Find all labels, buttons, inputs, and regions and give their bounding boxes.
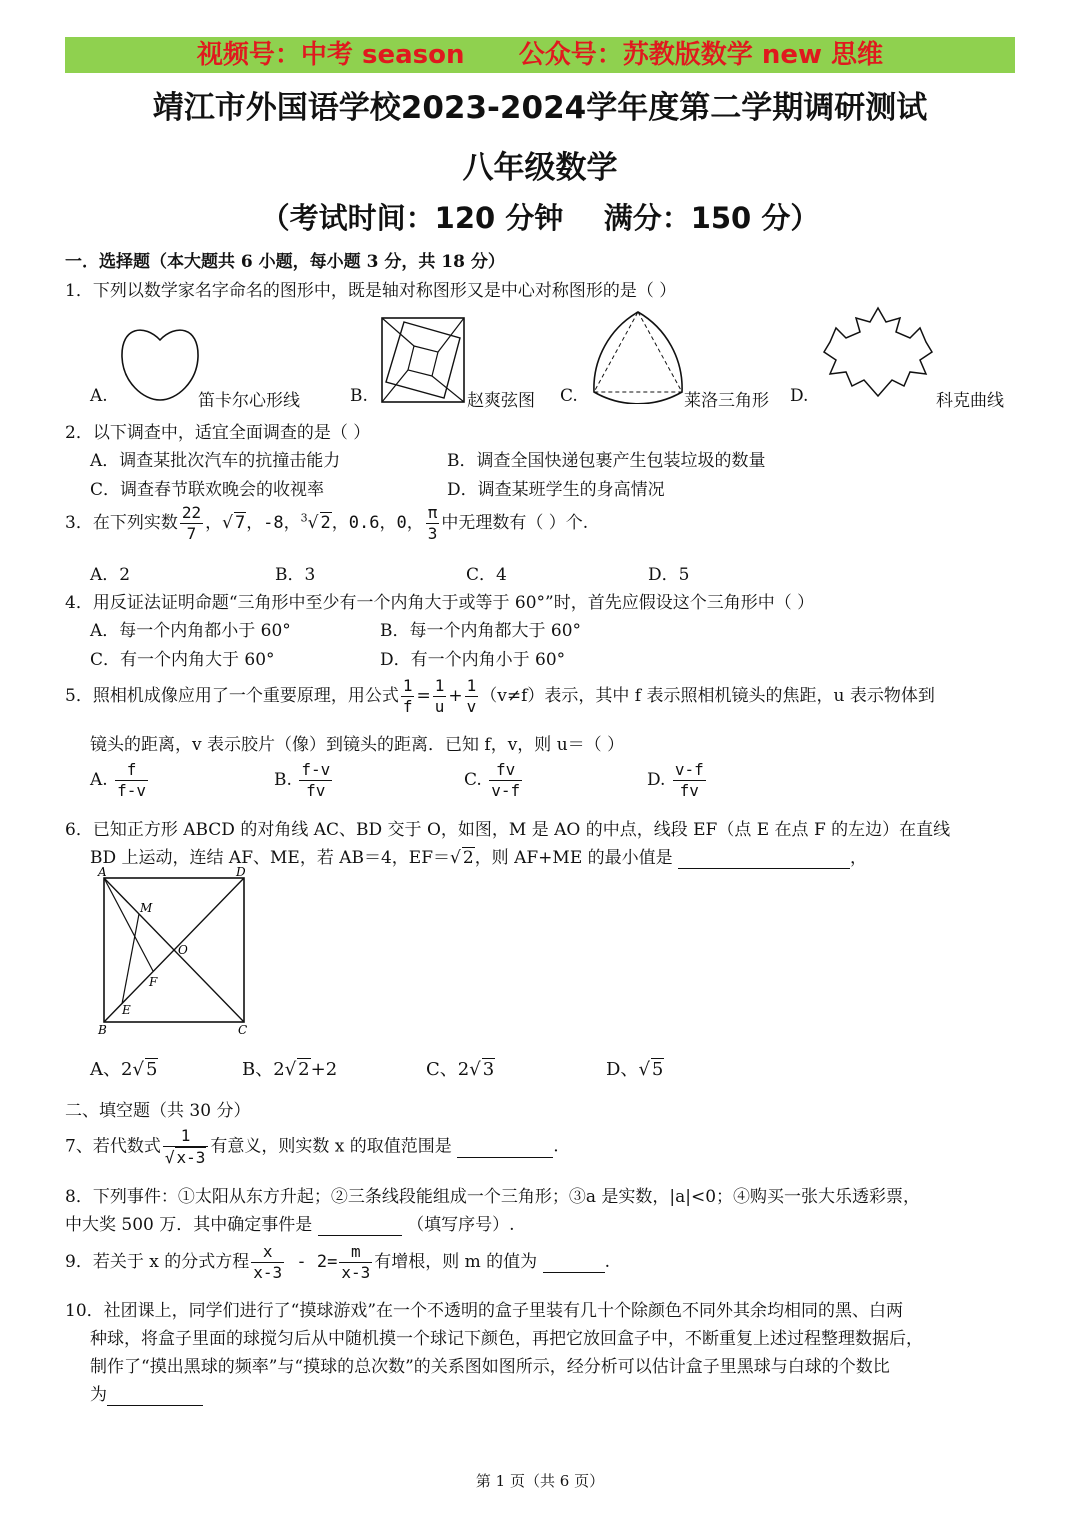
q9-end: . bbox=[604, 1252, 610, 1272]
section2-heading: 二、填空题（共 30 分） bbox=[65, 1101, 251, 1121]
q7-post: 有意义，则实数 x 的取值范围是 bbox=[210, 1136, 452, 1157]
q9-d1: x-3 bbox=[253, 1263, 283, 1282]
q10-line4-text: 为 bbox=[90, 1385, 107, 1405]
q6-opt-c-label: C、2 bbox=[426, 1059, 470, 1080]
q3-cbrt-rad: 2 bbox=[320, 513, 331, 533]
q6-opt-c: C、2√ 3 bbox=[426, 1059, 495, 1080]
q1-opt-d-label: D. bbox=[790, 386, 809, 406]
q5-u-den: u bbox=[434, 697, 445, 716]
banner-text: 视频号：中考 season 公众号：苏教版数学 new 思维 bbox=[196, 40, 884, 70]
q5-opt-d-label: D. bbox=[647, 770, 666, 790]
page-footer: 第 1 页（共 6 页） bbox=[475, 1472, 605, 1490]
q1-stem: 1．下列以数学家名字命名的图形中，既是轴对称图形又是中心对称图形的是（ ） bbox=[65, 281, 677, 301]
q6-opt-d-label: D、 bbox=[606, 1059, 639, 1080]
q3-f1-den: 7 bbox=[186, 524, 197, 543]
q6-line2b: ，则 AF+ME 的最小值是 bbox=[474, 848, 673, 868]
q6-opt-d: D、√ 5 bbox=[606, 1059, 664, 1080]
q2-opt-c: C．调查春节联欢晚会的收视率 bbox=[90, 480, 325, 500]
q8-line2-text: 中大奖 500 万．其中确定事件是 bbox=[65, 1215, 313, 1235]
q10-line4 bbox=[90, 1380, 203, 1406]
q8-line2 bbox=[65, 1210, 514, 1236]
q5-opt-c-num: fv bbox=[489, 760, 522, 781]
q3-opt-a: A．2 bbox=[90, 565, 131, 585]
label-a: A bbox=[98, 865, 107, 879]
q5-v-den: v bbox=[466, 697, 477, 716]
q5-opt-d-den: fv bbox=[679, 781, 699, 800]
label-f: F bbox=[149, 975, 158, 989]
q5-opt-c-den: v-f bbox=[491, 781, 521, 800]
q5-frac-1u bbox=[433, 676, 447, 717]
q6-opt-a-label: A、2 bbox=[90, 1059, 133, 1080]
q5-opt-d-num: v-f bbox=[674, 760, 704, 779]
q5-line1: 5．照相机成像应用了一个重要原理，用公式 $\frac{1}{f}$ = $\frac{1}{u}$ + $\frac{1}{v}$ （v≠f）表示，其中 f 表示照相机镜头的焦距，u 表示物体到 bbox=[65, 676, 935, 716]
q3-cbrt2: $^3$√ 2 bbox=[300, 511, 331, 533]
q1-opt-c-label: C. bbox=[560, 386, 578, 406]
label-e: E bbox=[122, 1003, 131, 1017]
q5-opt-b-num: f-v bbox=[301, 760, 331, 779]
label-m: M bbox=[140, 901, 153, 915]
q6-answer-blank[interactable] bbox=[678, 848, 850, 869]
q7-den: √ x-3 bbox=[164, 1148, 206, 1167]
koch-curve-figure bbox=[820, 304, 936, 402]
q6-opt-c-rad: 3 bbox=[482, 1059, 495, 1080]
label-b: B bbox=[98, 1023, 107, 1036]
label-d: D bbox=[236, 865, 246, 879]
q3-pre: 3．在下列实数 bbox=[65, 513, 178, 533]
q3-sep3: ，0.6，0， bbox=[331, 513, 424, 533]
q6-square-figure bbox=[94, 864, 264, 1036]
exam-subject: 八年级数学 bbox=[462, 150, 618, 186]
q5-pre: 5．照相机成像应用了一个重要原理，用公式 bbox=[65, 686, 399, 706]
q5-opt-d bbox=[647, 760, 708, 801]
q6-opt-b: B、2√ 2+2 bbox=[242, 1059, 338, 1080]
q6-line2a: BD 上运动，连结 AF、ME，若 AB＝4，EF＝ bbox=[90, 848, 451, 868]
q3-cbrt-index: 3 bbox=[300, 511, 308, 525]
q5-post1: （v≠f）表示，其中 f 表示照相机镜头的焦距，u 表示物体到 bbox=[480, 686, 935, 706]
q9-mid: - 2= bbox=[286, 1252, 338, 1272]
q5-opt-a-frac bbox=[115, 760, 148, 801]
exam-info: （考试时间：120 分钟 满分：150 分） bbox=[260, 201, 820, 235]
q1-opt-b-text: 赵爽弦图 bbox=[467, 391, 535, 411]
q5-f-num: 1 bbox=[402, 676, 413, 695]
q2-opt-b: B．调查全国快递包裹产生包装垃圾的数量 bbox=[447, 451, 766, 471]
q4-opt-a: A．每一个内角都小于 60° bbox=[90, 621, 291, 641]
q4-opt-c: C．有一个内角大于 60° bbox=[90, 650, 275, 670]
q1-opt-b-label: B. bbox=[350, 386, 368, 406]
q1-opt-d-text: 科克曲线 bbox=[936, 391, 1004, 411]
q3-opt-b: B．3 bbox=[275, 565, 316, 585]
q3-sqrt7-rad: 7 bbox=[234, 513, 246, 533]
q3-f2-num: π bbox=[427, 503, 438, 522]
q4-stem: 4．用反证法证明命题“三角形中至少有一个内角大于或等于 60°”时，首先应假设这个三角形中（ ） bbox=[65, 593, 815, 613]
q6-opt-b-label: B、2 bbox=[242, 1059, 285, 1080]
q5-opt-c-frac bbox=[489, 760, 522, 801]
q6-sqrt2-rad: 2 bbox=[462, 848, 474, 868]
q5-u-num: 1 bbox=[434, 676, 445, 695]
section1-heading: 一．选择题（本大题共 6 小题，每小题 3 分，共 18 分） bbox=[65, 252, 505, 272]
q9-frac1 bbox=[251, 1242, 284, 1283]
q5-v-num: 1 bbox=[466, 676, 477, 695]
q5-opt-b-den: fv bbox=[306, 781, 326, 800]
q2-opt-a: A．调查某批次汽车的抗撞击能力 bbox=[90, 451, 341, 471]
q9-d2: x-3 bbox=[341, 1263, 371, 1282]
q6-opt-b-rad: 2 bbox=[298, 1059, 310, 1080]
exam-title: 靖江市外国语学校2023-2024学年度第二学期调研测试 bbox=[152, 90, 928, 126]
q8-line1: 8．下列事件：①太阳从东方升起；②三条线段能组成一个三角形；③a 是实数，|a|<0；④购买一张大乐透彩票， bbox=[65, 1187, 921, 1207]
q3-post: 中无理数有（ ）个. bbox=[441, 513, 589, 533]
q6-opt-b-post: +2 bbox=[310, 1059, 338, 1080]
q5-opt-c-label: C. bbox=[464, 770, 482, 790]
q10-line1: 10．社团课上，同学们进行了“摸球游戏”在一个不透明的盒子里装有几十个除颜色不同外其余均相同的黑、白两 bbox=[65, 1301, 904, 1321]
q7-pre: 7、若代数式 bbox=[65, 1136, 161, 1157]
q7-end: . bbox=[553, 1136, 559, 1157]
label-o: O bbox=[178, 943, 188, 957]
q7-frac bbox=[163, 1126, 209, 1168]
q6-line2c: ， bbox=[850, 848, 868, 868]
q5-line2: 镜头的距离，v 表示胶片（像）到镜头的距离．已知 f，v，则 u＝（ ） bbox=[90, 735, 625, 755]
q5-opt-b bbox=[274, 760, 334, 801]
q2-opt-d: D．调查某班学生的身高情况 bbox=[447, 480, 665, 500]
q7-line bbox=[65, 1126, 559, 1168]
q9-post: 有增根，则 m 的值为 bbox=[374, 1252, 538, 1272]
q10-line3: 制作了“摸出黑球的频率”与“摸球的总次数”的关系图如图所示，经分析可以估计盒子里黑球与白球的个数比 bbox=[90, 1357, 890, 1377]
q1-opt-a-text: 笛卡尔心形线 bbox=[198, 391, 300, 411]
q3-opt-d: D．5 bbox=[648, 565, 690, 585]
q5-opt-a-label: A. bbox=[90, 770, 108, 790]
q3-opt-c: C．4 bbox=[466, 565, 507, 585]
q5-opt-b-label: B. bbox=[274, 770, 292, 790]
q7-num: 1 bbox=[163, 1126, 209, 1147]
q7-answer-blank[interactable] bbox=[457, 1137, 553, 1158]
q3-sep2: ，-8， bbox=[246, 513, 301, 533]
q10-line2: 种球，将盒子里面的球搅匀后从中随机摸一个球记下颜色，再把它放回盒子中，不断重复上述过程整理数据后， bbox=[90, 1329, 923, 1349]
q3-sep1: ， bbox=[205, 513, 223, 533]
q6-sqrt2: √ 2 bbox=[450, 848, 474, 868]
q5-opt-a-num: f bbox=[115, 760, 148, 781]
q5-opt-b-frac bbox=[299, 760, 332, 801]
zhaoshuang-figure bbox=[380, 316, 466, 404]
q6-opt-d-rad: 5 bbox=[651, 1059, 664, 1080]
q6-opt-a-rad: 5 bbox=[145, 1059, 158, 1080]
q4-opt-b: B．每一个内角都大于 60° bbox=[380, 621, 582, 641]
q5-opt-c bbox=[464, 760, 524, 801]
reuleaux-figure bbox=[588, 308, 688, 404]
q5-opt-a-den: f-v bbox=[117, 781, 146, 800]
q9-pre: 9．若关于 x 的分式方程 bbox=[65, 1252, 250, 1272]
q1-opt-a-label: A. bbox=[90, 386, 108, 406]
q9-answer-blank[interactable] bbox=[543, 1252, 605, 1273]
q3-stem bbox=[65, 503, 588, 544]
q8-answer-blank[interactable] bbox=[318, 1215, 402, 1236]
q3-fraction-pi-3 bbox=[426, 503, 440, 544]
q8-line2b: （填写序号）. bbox=[407, 1215, 515, 1235]
q9-n1: x bbox=[251, 1242, 284, 1263]
label-c: C bbox=[238, 1023, 248, 1036]
q6-opt-a: A、2√ 5 bbox=[90, 1059, 158, 1080]
q3-sqrt7: √ 7 bbox=[222, 513, 246, 533]
q5-opt-d-frac bbox=[673, 760, 706, 801]
q4-opt-d: D．有一个内角小于 60° bbox=[380, 650, 566, 670]
q5-opt-a bbox=[90, 760, 150, 801]
q5-frac-1v bbox=[465, 676, 479, 717]
q7-den-rad: x-3 bbox=[176, 1148, 206, 1167]
q5-frac-1f bbox=[401, 676, 415, 717]
q3-fraction-22-7 bbox=[180, 503, 203, 544]
q10-answer-blank[interactable] bbox=[107, 1385, 203, 1406]
q9-frac2 bbox=[339, 1242, 372, 1283]
q3-f2-den: 3 bbox=[427, 524, 438, 543]
q9-n2: m bbox=[339, 1242, 372, 1263]
q2-stem: 2．以下调查中，适宜全面调查的是（ ） bbox=[65, 423, 371, 443]
q6-line1: 6．已知正方形 ABCD 的对角线 AC、BD 交于 O，如图，M 是 AO 的中点，线段 EF（点 E 在点 F 的左边）在直线 bbox=[65, 820, 951, 840]
q9-line bbox=[65, 1242, 610, 1283]
q1-opt-c-text: 莱洛三角形 bbox=[684, 391, 769, 411]
cardioid-figure bbox=[115, 322, 205, 404]
q5-f-den: f bbox=[402, 697, 413, 716]
q3-f1-num: 22 bbox=[181, 503, 202, 522]
